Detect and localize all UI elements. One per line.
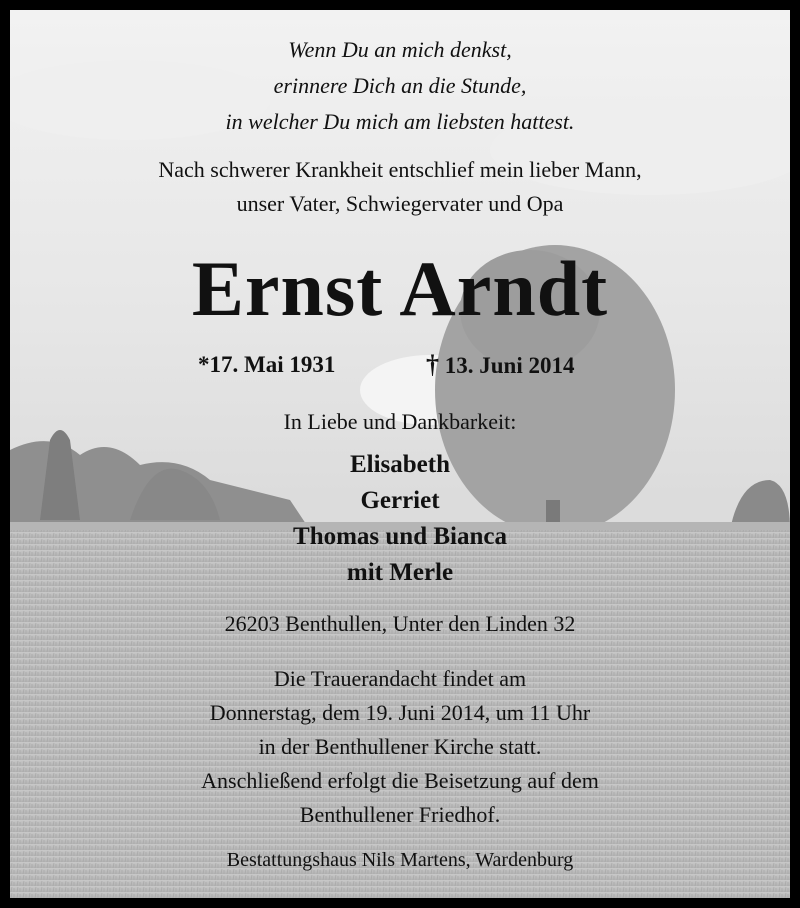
death-date: 13. Juni 2014 [444, 353, 575, 378]
thanks-line: In Liebe und Dankbarkeit: [283, 409, 517, 434]
funeral-home: Bestattungshaus Nils Martens, Wardenburg [226, 849, 574, 871]
service-line: Donnerstag, dem 19. Juni 2014, um 11 Uhr [209, 700, 591, 725]
mourner-name: Gerriet [360, 487, 440, 514]
cross-icon: † [426, 350, 439, 379]
intro-text [10, 153, 790, 221]
intro-line: unser Vater, Schwiegervater und Opa [236, 191, 564, 216]
birth-date: *17. Mai 1931 [198, 352, 336, 377]
poem-line: in welcher Du mich am liebsten hattest. [225, 109, 575, 134]
service-line: Benthullener Friedhof. [299, 802, 501, 827]
service-details [10, 662, 790, 832]
intro-line: Nach schwerer Krankheit entschlief mein lieber Mann, [158, 157, 642, 182]
death-date-group [426, 350, 574, 381]
mourner-name: mit Merle [346, 559, 454, 586]
service-line: Anschließend erfolgt die Beisetzung auf dem [201, 768, 599, 793]
poem-line: Wenn Du an mich denkst, [288, 37, 512, 62]
poem [10, 32, 790, 140]
poem-line: erinnere Dich an die Stunde, [273, 73, 527, 98]
service-line: Die Trauerandacht findet am [273, 666, 527, 691]
mourner-name: Elisabeth [349, 451, 451, 478]
mourner-name: Thomas und Bianca [293, 523, 507, 550]
mourners-list [10, 447, 790, 591]
deceased-name: Ernst Arndt [191, 245, 609, 332]
family-address: 26203 Benthullen, Unter den Linden 32 [224, 611, 576, 636]
service-line: in der Benthullener Kirche statt. [258, 734, 542, 759]
